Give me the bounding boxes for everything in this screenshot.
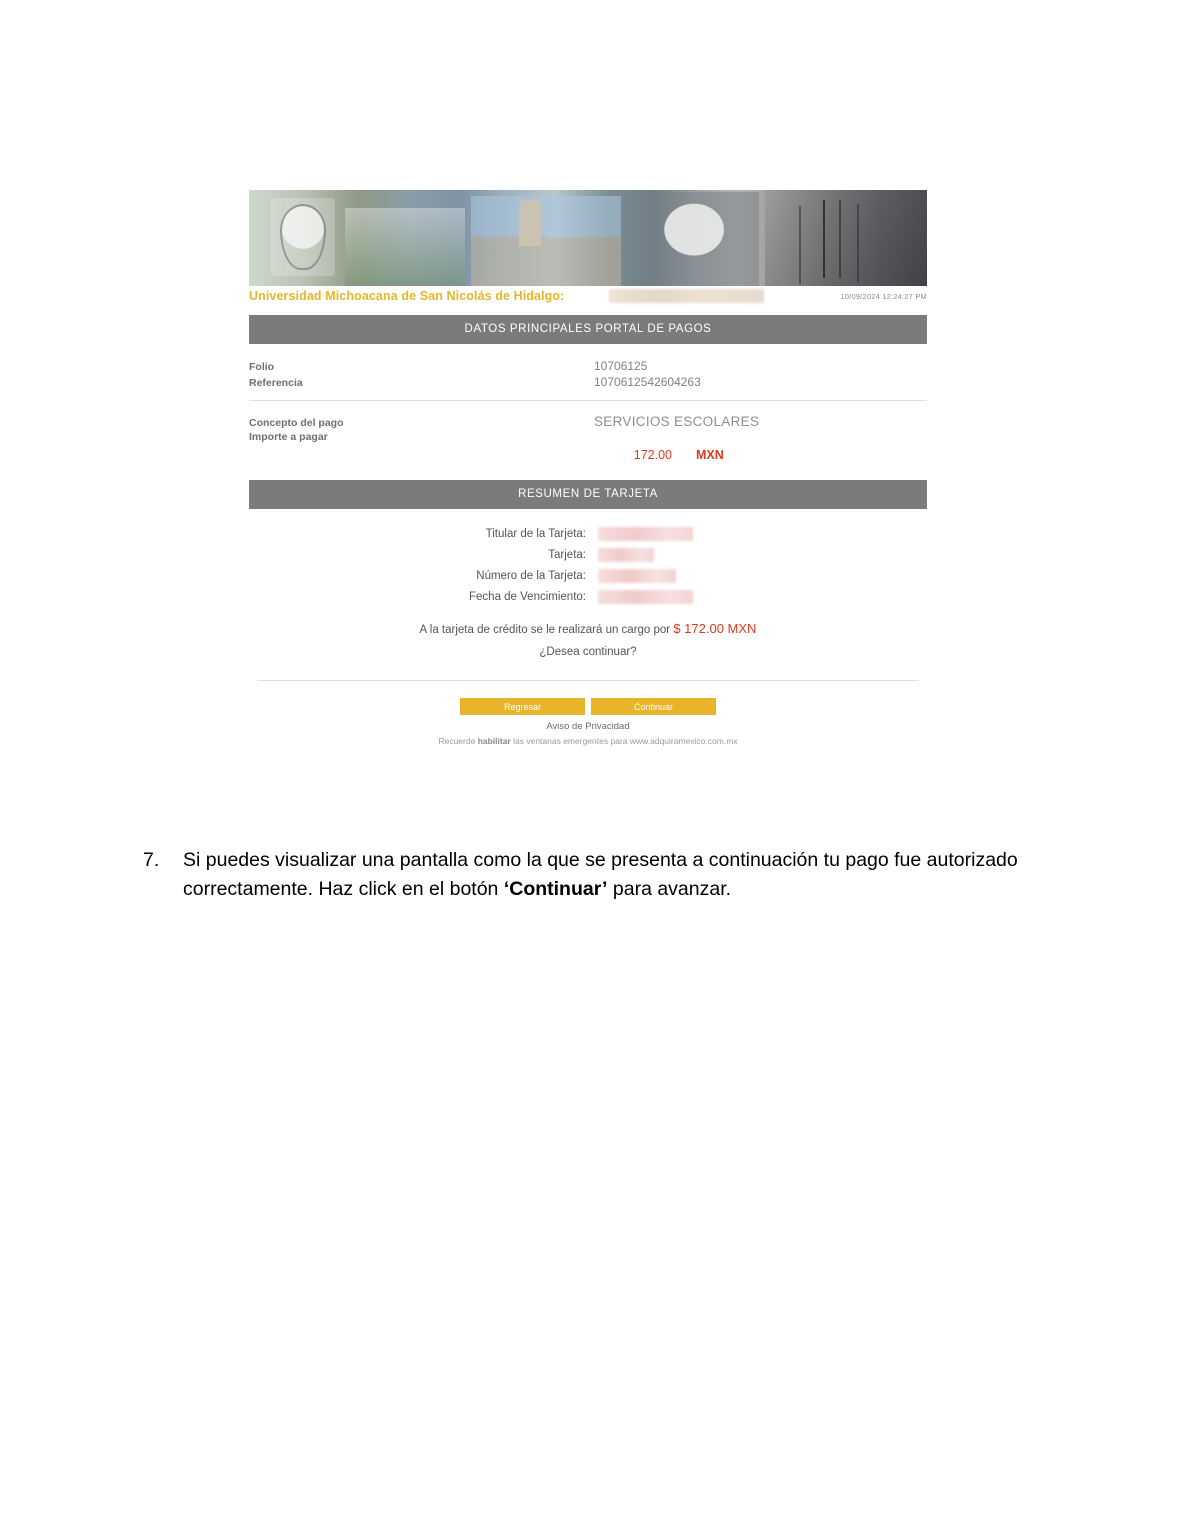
titular-label: Titular de la Tarjeta: bbox=[485, 527, 586, 540]
referencia-value: 1070612542604263 bbox=[594, 375, 701, 389]
importe-value: 172.00 bbox=[633, 448, 672, 462]
step-text-bold: ‘Continuar’ bbox=[503, 877, 608, 900]
step-number: 7. bbox=[143, 849, 160, 871]
instruction-step bbox=[143, 846, 1023, 904]
concepto-value: SERVICIOS ESCOLARES bbox=[594, 414, 760, 429]
step-text bbox=[183, 846, 1023, 904]
section-header-card: RESUMEN DE TARJETA bbox=[249, 480, 927, 509]
tarjeta-value-redacted bbox=[598, 548, 654, 562]
vencimiento-value-redacted bbox=[598, 590, 693, 604]
banner-photo-cathedral bbox=[471, 196, 621, 286]
row-folio bbox=[249, 358, 927, 374]
importe-currency: MXN bbox=[696, 448, 724, 462]
step-text-part2: para avanzar. bbox=[607, 877, 732, 900]
row-titular bbox=[249, 523, 927, 544]
popup-note-prefix: Recuerde bbox=[438, 736, 478, 746]
main-data-block bbox=[249, 344, 927, 468]
step-text-part1: Si puedes visualizar una pantalla como la que se presenta a continuación tu pago fue autorizado correctamente. Haz click en el botón bbox=[183, 849, 1018, 900]
amount-row bbox=[249, 444, 927, 462]
row-concepto bbox=[249, 413, 927, 430]
popup-enable-note bbox=[249, 736, 927, 746]
payment-portal-screenshot bbox=[249, 190, 927, 746]
row-referencia bbox=[249, 374, 927, 390]
action-buttons bbox=[249, 698, 927, 715]
banner-photo-statue bbox=[641, 192, 759, 286]
row-importe bbox=[249, 430, 927, 444]
back-button[interactable]: Regresar bbox=[460, 698, 585, 715]
privacy-notice-link[interactable]: Aviso de Privacidad bbox=[546, 721, 630, 732]
continue-button[interactable]: Continuar bbox=[591, 698, 716, 715]
bottom-divider bbox=[257, 680, 919, 681]
university-name: Universidad Michoacana de San Nicolás de Hidalgo: bbox=[249, 289, 565, 303]
charge-text: A la tarjeta de crédito se le realizará un cargo por bbox=[419, 624, 674, 636]
row-numero bbox=[249, 565, 927, 586]
vencimiento-label: Fecha de Vencimiento: bbox=[469, 590, 586, 603]
popup-note-suffix: las ventanas emergentes para www.adquiramexico.com.mx bbox=[510, 736, 738, 746]
header-bar bbox=[249, 286, 927, 310]
section-header-main: DATOS PRINCIPALES PORTAL DE PAGOS bbox=[249, 315, 927, 344]
university-shield-icon bbox=[271, 198, 335, 276]
card-summary-block bbox=[249, 509, 927, 662]
row-tarjeta bbox=[249, 544, 927, 565]
tarjeta-label: Tarjeta: bbox=[548, 548, 586, 561]
numero-label: Número de la Tarjeta: bbox=[476, 569, 586, 582]
charge-statement bbox=[249, 621, 927, 636]
concepto-label: Concepto del pago bbox=[249, 417, 344, 429]
site-banner bbox=[249, 190, 927, 286]
timestamp: 10/09/2024 12:24:27 PM bbox=[840, 292, 927, 301]
banner-photo-ceremony bbox=[765, 190, 927, 286]
divider bbox=[249, 400, 927, 401]
folio-value: 10706125 bbox=[594, 359, 648, 373]
row-vencimiento bbox=[249, 586, 927, 607]
folio-label: Folio bbox=[249, 361, 275, 373]
importe-label: Importe a pagar bbox=[249, 431, 328, 443]
charge-amount: $ 172.00 MXN bbox=[673, 621, 757, 636]
referencia-label: Referencia bbox=[249, 377, 303, 389]
titular-value-redacted bbox=[598, 527, 693, 541]
banner-photo-campus bbox=[345, 208, 465, 286]
user-name-redacted bbox=[609, 289, 764, 303]
numero-value-redacted bbox=[598, 569, 676, 583]
popup-note-bold: habilitar bbox=[477, 736, 511, 746]
confirm-question: ¿Desea continuar? bbox=[539, 646, 637, 658]
